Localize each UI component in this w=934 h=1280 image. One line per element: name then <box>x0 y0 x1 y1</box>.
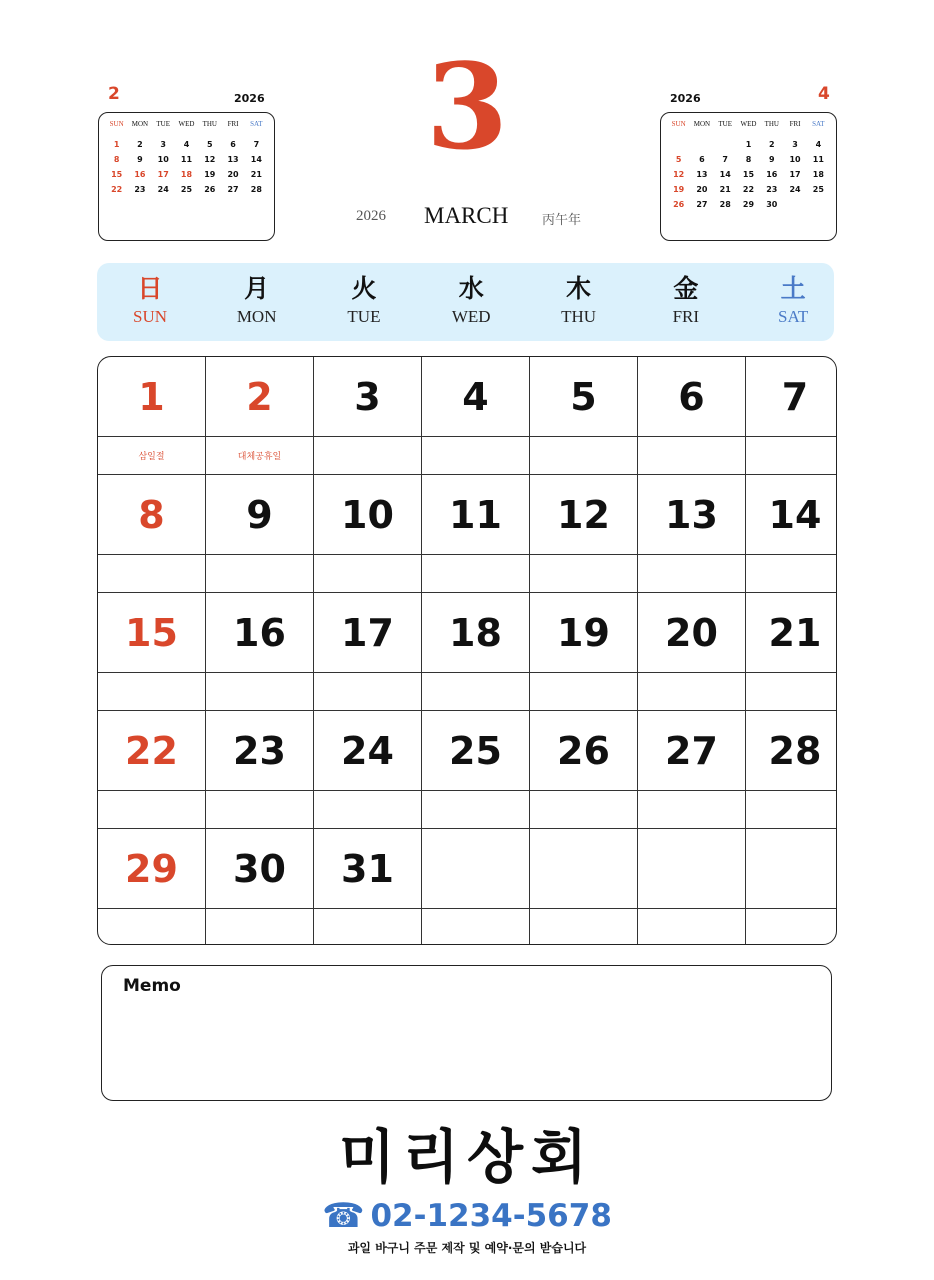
day-note <box>98 791 206 829</box>
day-cell: 24 <box>314 711 422 791</box>
mini-prev-day: 26 <box>204 185 216 194</box>
day-cell: 4 <box>422 357 530 437</box>
mini-next-day: 24 <box>789 185 801 194</box>
calendar-grid <box>97 356 837 945</box>
day-note <box>206 791 314 829</box>
day-cell: 13 <box>638 475 746 555</box>
weekday-english: SUN <box>132 307 167 326</box>
year-label: 2026 <box>356 208 386 224</box>
day-note <box>530 437 638 475</box>
mini-prev-day: 13 <box>227 155 239 164</box>
mini-next-day: 13 <box>696 170 708 179</box>
day-note <box>422 791 530 829</box>
mini-prev-day: 9 <box>137 155 143 164</box>
day-cell: 23 <box>206 711 314 791</box>
mini-prev-day: 21 <box>250 170 262 179</box>
mini-prev-day: 10 <box>157 155 169 164</box>
day-note <box>422 673 530 711</box>
day-cell: 17 <box>314 593 422 673</box>
mini-prev-day: 7 <box>253 140 260 149</box>
weekday-english: WED <box>451 307 491 326</box>
shop-name: 미리상회 <box>338 1123 596 1191</box>
mini-prev-day: 5 <box>206 140 213 149</box>
mini-next-day: 4 <box>815 140 822 149</box>
weekday-column <box>203 263 310 341</box>
day-cell: 11 <box>422 475 530 555</box>
day-cell: 8 <box>98 475 206 555</box>
day-cell: 12 <box>530 475 638 555</box>
day-cell: 3 <box>314 357 422 437</box>
day-cell: 30 <box>206 829 314 909</box>
weekday-hanja: 土 <box>780 274 806 303</box>
mini-next-day: 16 <box>766 170 778 179</box>
mini-calendar-prev <box>98 80 275 242</box>
day-note <box>746 673 838 711</box>
day-note <box>530 909 638 946</box>
day-note <box>206 909 314 946</box>
weekday-column <box>632 263 739 341</box>
weekday-column <box>97 263 203 341</box>
mini-prev-day: 18 <box>180 170 193 179</box>
day-cell: 18 <box>422 593 530 673</box>
weekday-column <box>310 263 417 341</box>
day-cell: 15 <box>98 593 206 673</box>
day-note <box>746 555 838 593</box>
memo-box <box>101 965 832 1101</box>
mini-next-day: 27 <box>696 200 708 209</box>
day-note <box>422 909 530 946</box>
mini-next-day <box>783 194 806 216</box>
day-note <box>206 555 314 593</box>
weekday-hanja: 木 <box>566 274 592 303</box>
day-cell: 9 <box>206 475 314 555</box>
mini-next-day: 5 <box>675 155 682 164</box>
mini-next-year: 2026 <box>670 92 701 105</box>
mini-next-day: 3 <box>792 140 798 149</box>
mini-prev-day: 2 <box>137 140 143 149</box>
mini-prev-day: 19 <box>204 170 216 179</box>
mini-prev-day: 4 <box>183 140 190 149</box>
mini-next-day: 18 <box>812 170 824 179</box>
mini-prev-day: 15 <box>111 170 123 179</box>
weekday-hanja: 月 <box>244 274 270 303</box>
day-cell: 2 <box>206 357 314 437</box>
weekday-english: THU <box>561 307 597 326</box>
mini-prev-month: 2 <box>108 84 120 104</box>
telephone-icon: ☎ <box>322 1196 365 1236</box>
day-cell: 31 <box>314 829 422 909</box>
weekday-hanja: 金 <box>673 274 699 303</box>
mini-prev-day: 28 <box>250 185 262 194</box>
mini-next-day: 19 <box>673 185 685 194</box>
month-name: MARCH <box>424 203 509 228</box>
weekday-column <box>739 263 846 341</box>
mini-next-day: 21 <box>719 185 731 194</box>
day-cell: 27 <box>638 711 746 791</box>
day-note <box>638 673 746 711</box>
mini-next-weekday: MON <box>693 120 711 128</box>
day-note <box>530 791 638 829</box>
day-cell: 22 <box>98 711 206 791</box>
mini-prev-day: 14 <box>250 155 262 164</box>
mini-next-day: 28 <box>719 200 731 209</box>
mini-prev-day: 23 <box>134 185 146 194</box>
mini-prev-weekday: SUN <box>109 120 124 128</box>
mini-next-grid <box>667 119 830 209</box>
mini-prev-day: 8 <box>113 155 120 164</box>
day-cell: 21 <box>746 593 838 673</box>
mini-next-day: 20 <box>696 185 708 194</box>
month-number: 3 <box>425 37 509 176</box>
weekday-english: MON <box>236 307 277 326</box>
day-cell: 16 <box>206 593 314 673</box>
day-note <box>746 909 838 946</box>
day-note <box>422 555 530 593</box>
day-cell: 26 <box>530 711 638 791</box>
mini-prev-day: 6 <box>230 140 236 149</box>
day-note <box>206 673 314 711</box>
mini-prev-day: 12 <box>204 155 216 164</box>
mini-next-month: 4 <box>818 84 830 104</box>
day-note <box>530 673 638 711</box>
mini-prev-grid <box>105 119 268 194</box>
mini-next-day: 10 <box>789 155 801 164</box>
mini-prev-weekday: FRI <box>227 120 239 128</box>
mini-prev-day: 16 <box>134 170 146 179</box>
mini-next-weekday: SUN <box>671 120 686 128</box>
day-cell: 5 <box>530 357 638 437</box>
weekday-english: FRI <box>672 307 700 326</box>
mini-prev-weekday: TUE <box>156 120 170 128</box>
mini-prev-day: 25 <box>180 185 193 194</box>
mini-next-day: 22 <box>742 185 755 194</box>
mini-next-day: 9 <box>768 155 775 164</box>
day-note: 삼일절 <box>98 437 206 475</box>
mini-prev-box <box>98 112 275 241</box>
phone-number: 02-1234-5678 <box>370 1198 612 1234</box>
mini-next-day: 15 <box>742 170 755 179</box>
day-note <box>98 673 206 711</box>
day-note <box>314 673 422 711</box>
day-note <box>314 909 422 946</box>
weekday-column <box>418 263 525 341</box>
mini-next-day: 8 <box>745 155 752 164</box>
day-note <box>314 791 422 829</box>
mini-prev-day: 1 <box>113 140 120 149</box>
day-note <box>530 555 638 593</box>
mini-next-day: 29 <box>742 200 755 209</box>
mini-prev-day: 27 <box>227 185 239 194</box>
weekday-column <box>525 263 632 341</box>
day-cell <box>530 829 638 909</box>
mini-next-box <box>660 112 837 241</box>
mini-next-day: 6 <box>699 155 705 164</box>
mini-next-day: 30 <box>766 200 778 209</box>
mini-prev-weekday: SAT <box>250 120 263 128</box>
mini-prev-day: 20 <box>227 170 239 179</box>
mini-prev-day: 11 <box>180 155 193 164</box>
day-cell: 7 <box>746 357 838 437</box>
day-cell <box>638 829 746 909</box>
mini-next-day <box>807 194 830 216</box>
memo-label: Memo <box>123 976 181 996</box>
mini-prev-day: 24 <box>157 185 169 194</box>
weekday-hanja: 火 <box>351 274 377 303</box>
day-note <box>314 555 422 593</box>
ganji-label: 丙午年 <box>542 213 582 228</box>
mini-next-day: 23 <box>766 185 778 194</box>
mini-prev-day: 3 <box>160 140 166 149</box>
mini-next-day: 7 <box>722 155 728 164</box>
mini-next-day: 17 <box>789 170 801 179</box>
mini-prev-weekday: THU <box>202 120 217 128</box>
day-cell <box>422 829 530 909</box>
weekday-english: TUE <box>347 307 381 326</box>
mini-next-day: 26 <box>673 200 685 209</box>
mini-prev-day: 17 <box>157 170 169 179</box>
day-cell: 10 <box>314 475 422 555</box>
day-note <box>638 791 746 829</box>
day-note <box>638 437 746 475</box>
mini-next-day: 11 <box>812 155 824 164</box>
mini-next-weekday: TUE <box>718 120 732 128</box>
day-note <box>746 437 838 475</box>
weekday-hanja: 水 <box>458 274 484 303</box>
day-cell <box>746 829 838 909</box>
day-cell: 29 <box>98 829 206 909</box>
day-cell: 1 <box>98 357 206 437</box>
day-cell: 14 <box>746 475 838 555</box>
weekday-hanja: 日 <box>137 274 163 303</box>
mini-next-day: 2 <box>768 140 775 149</box>
tagline: 과일 바구니 주문 제작 및 예약·문의 받습니다 <box>347 1241 587 1255</box>
day-cell: 6 <box>638 357 746 437</box>
mini-prev-day: 22 <box>111 185 123 194</box>
mini-prev-weekday: MON <box>131 120 149 128</box>
weekday-english: SAT <box>778 307 809 326</box>
day-cell: 25 <box>422 711 530 791</box>
mini-prev-weekday: WED <box>178 120 195 128</box>
day-note <box>422 437 530 475</box>
mini-next-weekday: THU <box>764 120 779 128</box>
day-note <box>98 555 206 593</box>
mini-next-weekday: WED <box>740 120 757 128</box>
day-cell: 19 <box>530 593 638 673</box>
day-cell: 20 <box>638 593 746 673</box>
mini-next-day: 12 <box>673 170 685 179</box>
phone-row <box>0 1196 934 1236</box>
day-note: 대체공휴일 <box>206 437 314 475</box>
mini-next-day: 1 <box>745 140 752 149</box>
day-cell: 28 <box>746 711 838 791</box>
day-note <box>314 437 422 475</box>
mini-next-weekday: FRI <box>789 120 801 128</box>
mini-next-day: 14 <box>719 170 731 179</box>
mini-next-weekday: SAT <box>812 120 825 128</box>
day-note <box>638 909 746 946</box>
weekday-header <box>97 263 834 341</box>
day-note <box>638 555 746 593</box>
day-note <box>98 909 206 946</box>
mini-prev-year: 2026 <box>234 92 265 105</box>
mini-next-day: 25 <box>812 185 824 194</box>
mini-calendar-next <box>660 80 837 242</box>
day-note <box>746 791 838 829</box>
